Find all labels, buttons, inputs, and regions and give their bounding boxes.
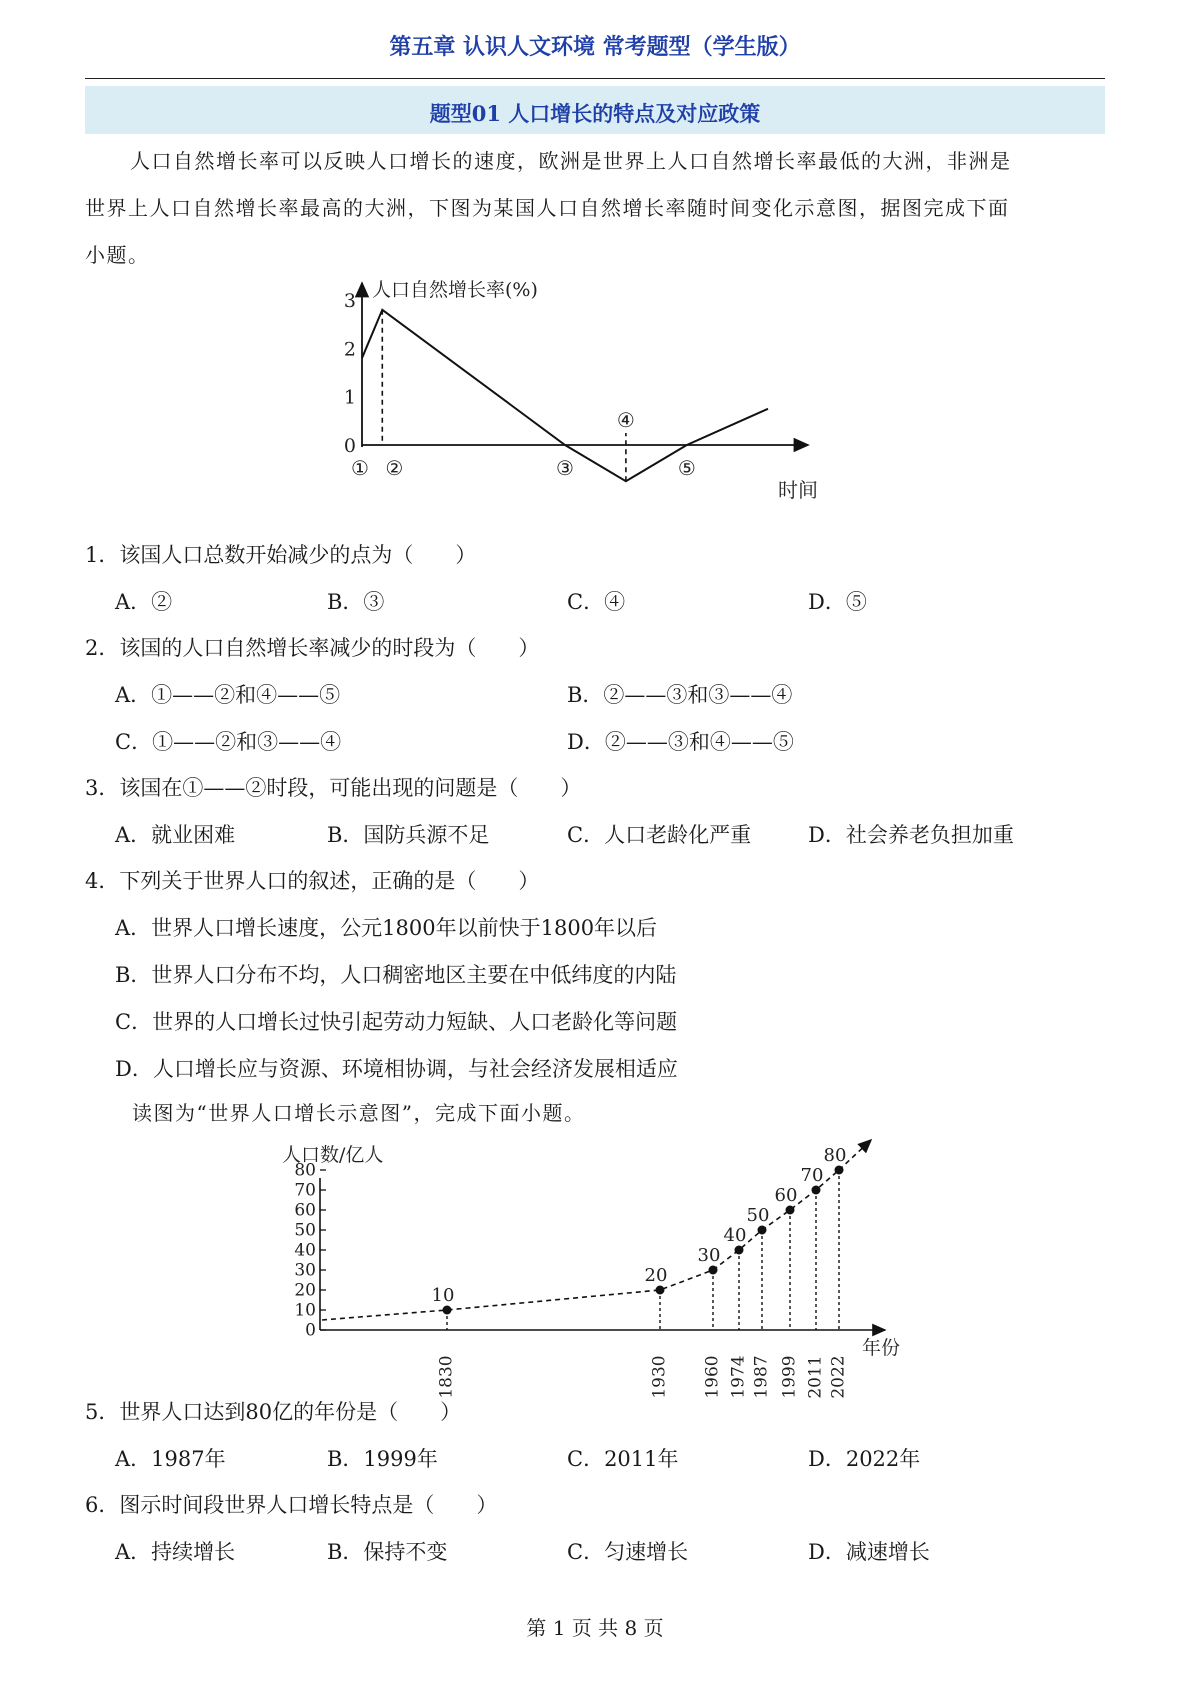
q4-option-b[interactable]: B．世界人口分布不均，人口稠密地区主要在中低纬度的内陆 [115,963,677,987]
q1-option-c[interactable]: C．④ [567,590,626,614]
data-point [709,1266,718,1275]
q3-option-a[interactable]: A．就业困难 [115,823,236,847]
point-label: ① [351,456,369,480]
year-label: 1987 [751,1355,772,1399]
q5-option-b[interactable]: B．1999年 [327,1447,438,1471]
question-1-stem: 1．该国人口总数开始减少的点为（ ） [85,543,477,567]
q5-option-a[interactable]: A．1987年 [115,1447,226,1471]
y-tick-label: 1 [343,386,356,409]
y-axis-label: 人口数/亿人 [282,1144,384,1166]
intro-2: 读图为“世界人口增长示意图”，完成下面小题。 [132,1101,586,1125]
y-tick-label: 2 [343,338,356,361]
point-label: ④ [616,408,635,432]
q6-option-a[interactable]: A．持续增长 [115,1540,236,1564]
value-label: 10 [431,1285,455,1306]
world-population-chart [270,1140,910,1399]
y-tick-label: 3 [343,290,356,313]
page-footer: 第 1 页 共 8 页 [526,1616,664,1640]
year-label: 1930 [649,1355,670,1399]
value-label: 50 [746,1205,770,1226]
data-point [443,1306,452,1315]
y-tick-label: 0 [305,1320,316,1341]
value-label: 40 [723,1225,747,1246]
title-rule [85,78,1105,79]
growth-rate-chart [343,279,830,530]
data-point [786,1206,795,1215]
q2-option-d[interactable]: D．②——③和④——⑤ [567,730,794,754]
q3-option-d[interactable]: D．社会养老负担加重 [808,823,1014,847]
value-label: 60 [774,1185,798,1206]
q1-option-b[interactable]: B．③ [327,590,385,614]
question-5-stem: 5．世界人口达到80亿的年份是（ ） [85,1400,462,1424]
year-label: 2011 [805,1355,826,1399]
x-axis-label: 时间 [778,478,818,502]
year-label: 1974 [728,1355,749,1399]
y-tick-label: 20 [294,1280,316,1301]
year-label: 2022 [828,1355,849,1399]
value-label: 30 [697,1245,721,1266]
q2-option-a[interactable]: A．①——②和④——⑤ [115,683,341,707]
q6-option-b[interactable]: B．保持不变 [327,1540,448,1564]
y-tick-label: 80 [294,1160,316,1181]
q2-option-b[interactable]: B．②——③和③——④ [567,683,793,707]
question-6-stem: 6．图示时间段世界人口增长特点是（ ） [85,1493,498,1517]
intro-line-2: 世界上人口自然增长率最高的大洲，下图为某国人口自然增长率随时间变化示意图，据图完成下面 [85,196,1010,220]
q4-option-d[interactable]: D．人口增长应与资源、环境相协调，与社会经济发展相适应 [115,1057,678,1081]
year-label: 1960 [702,1355,723,1399]
section-title: 题型01 人口增长的特点及对应政策 [429,101,761,126]
intro-line-3: 小题。 [85,243,150,267]
y-axis-label: 人口自然增长率(%) [372,279,538,301]
q1-option-a[interactable]: A．② [115,590,173,614]
year-label: 1999 [779,1355,800,1399]
point-label: ⑤ [677,456,696,480]
q4-option-a[interactable]: A．世界人口增长速度，公元1800年以前快于1800年以后 [115,916,658,940]
point-label: ③ [556,456,574,480]
document-title: 第五章 认识人文环境 常考题型（学生版） [389,34,801,60]
y-tick-label: 50 [294,1220,316,1241]
value-label: 20 [644,1265,668,1286]
y-tick-label: 10 [294,1300,316,1321]
year-label: 1830 [436,1355,457,1399]
y-tick-label: 70 [294,1180,316,1201]
q3-option-c[interactable]: C．人口老龄化严重 [567,823,752,847]
q6-option-d[interactable]: D．减速增长 [808,1540,930,1564]
intro-line-1: 人口自然增长率可以反映人口增长的速度，欧洲是世界上人口自然增长率最低的大洲，非洲是 [130,149,1012,173]
q5-option-d[interactable]: D．2022年 [808,1447,921,1471]
point-label: ② [385,456,404,480]
question-2-stem: 2．该国的人口自然增长率减少的时段为（ ） [85,636,540,660]
question-4-stem: 4．下列关于世界人口的叙述，正确的是（ ） [85,869,540,893]
value-label: 80 [823,1145,847,1166]
data-point [656,1286,665,1295]
data-point [735,1246,744,1255]
y-tick-label: 0 [343,435,356,457]
data-point [835,1166,844,1175]
x-axis-label: 年份 [862,1337,901,1359]
q6-option-c[interactable]: C．匀速增长 [567,1540,689,1564]
y-tick-label: 40 [294,1240,316,1261]
q5-option-c[interactable]: C．2011年 [567,1447,679,1471]
q2-option-c[interactable]: C．①——②和③——④ [115,730,342,754]
y-tick-label: 30 [294,1260,316,1281]
value-label: 70 [800,1165,824,1186]
y-tick-label: 60 [294,1200,316,1221]
question-3-stem: 3．该国在①——②时段，可能出现的问题是（ ） [85,776,582,800]
q4-option-c[interactable]: C．世界的人口增长过快引起劳动力短缺、人口老龄化等问题 [115,1010,678,1034]
q3-option-b[interactable]: B．国防兵源不足 [327,823,490,847]
data-point [758,1226,767,1235]
data-point [812,1186,821,1195]
q1-option-d[interactable]: D．⑤ [808,590,867,614]
